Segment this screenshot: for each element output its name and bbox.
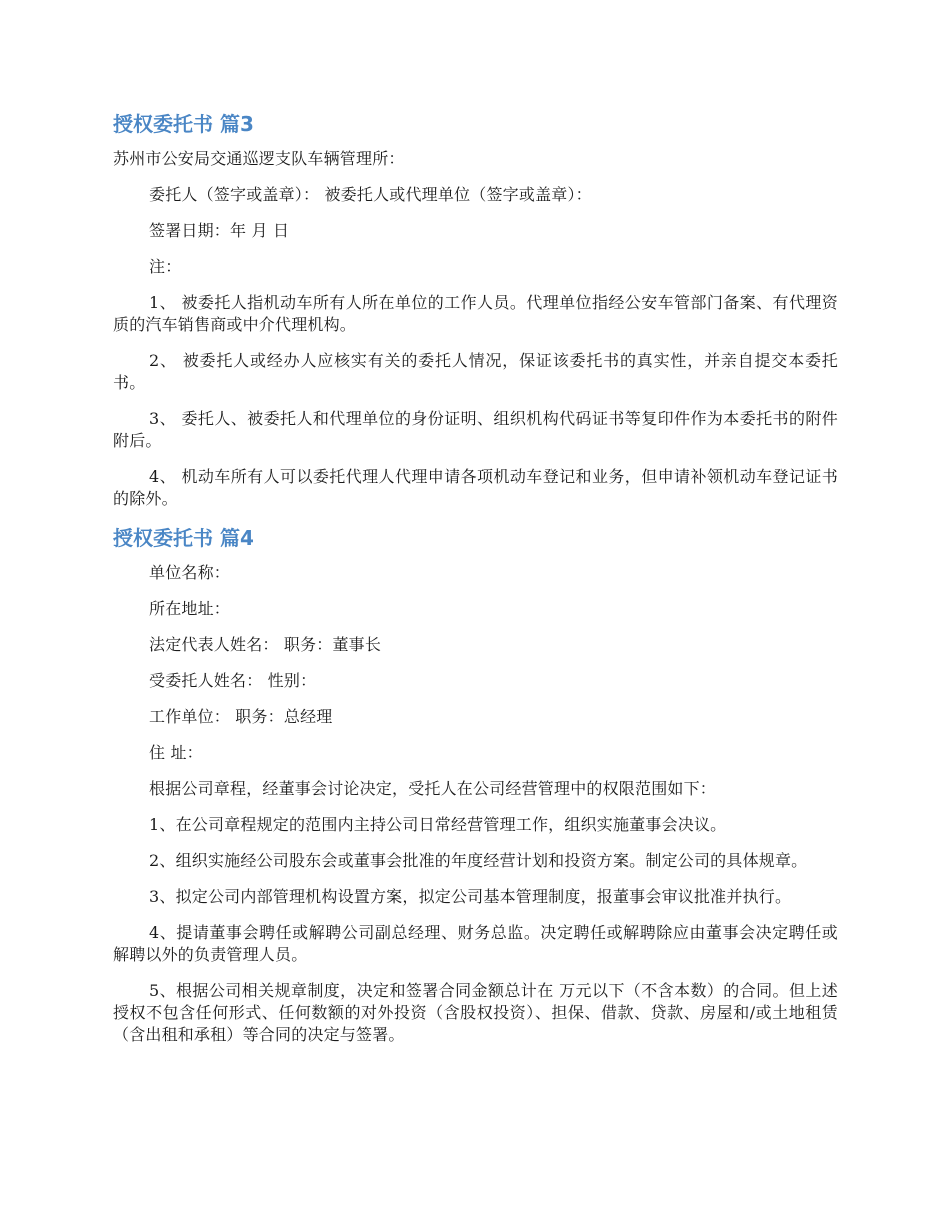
section-3-heading: 授权委托书 篇3 [113,112,254,136]
employer-field: 工作单位： 职务：总经理 [149,707,333,726]
authority-item-4: 4、提请董事会聘任或解聘公司副总经理、财务总监。决定聘任或解聘除应由董事会决定聘任或解聘以外的负责管理人员。 [113,923,838,964]
address-field: 所在地址： [149,599,231,618]
note-item-2: 2、 被委托人或经办人应核实有关的委托人情况，保证该委托书的真实性，并亲自提交本委托书。 [113,351,838,392]
authority-item-3: 3、拟定公司内部管理机构设置方案，拟定公司基本管理制度，报董事会审议批准并执行。 [149,887,792,906]
legal-rep-field: 法定代表人姓名： 职务：董事长 [149,635,382,654]
signature-line: 委托人（签字或盖章）： 被委托人或代理单位（签字或盖章）： [149,185,592,204]
note-label: 注： [149,257,182,276]
authority-item-1: 1、在公司章程规定的范围内主持公司日常经营管理工作，组织实施董事会决议。 [149,815,727,834]
authority-item-5: 5、根据公司相关规章制度，决定和签署合同金额总计在 万元以下（不含本数）的合同。但上述授权不包含任何形式、任何数额的对外投资（含股权投资）、担保、借款、贷款、房屋和/或土地租赁（含出租和承租）等合同的决定与签署。 [113,981,838,1044]
residence-field: 住 址： [149,743,203,762]
authority-intro: 根据公司章程，经董事会讨论决定，受托人在公司经营管理中的权限范围如下： [149,779,717,798]
sign-date: 签署日期：年 月 日 [149,221,290,240]
addressee: 苏州市公安局交通巡逻支队车辆管理所： [113,149,405,168]
company-name-field: 单位名称： [149,563,231,582]
note-item-4: 4、 机动车所有人可以委托代理人代理申请各项机动车登记和业务，但申请补领机动车登记证书的除外。 [113,467,838,508]
document-page [113,110,838,1060]
note-item-3: 3、 委托人、被委托人和代理单位的身份证明、组织机构代码证书等复印件作为本委托书的附件附后。 [113,409,838,450]
section-4-heading: 授权委托书 篇4 [113,526,254,550]
note-item-1: 1、 被委托人指机动车所有人所在单位的工作人员。代理单位指经公安车管部门备案、有代理资质的汽车销售商或中介代理机构。 [113,293,838,334]
authority-item-2: 2、组织实施经公司股东会或董事会批准的年度经营计划和投资方案。制定公司的具体规章。 [149,851,808,870]
trustee-name-field: 受委托人姓名： 性别： [149,671,317,690]
